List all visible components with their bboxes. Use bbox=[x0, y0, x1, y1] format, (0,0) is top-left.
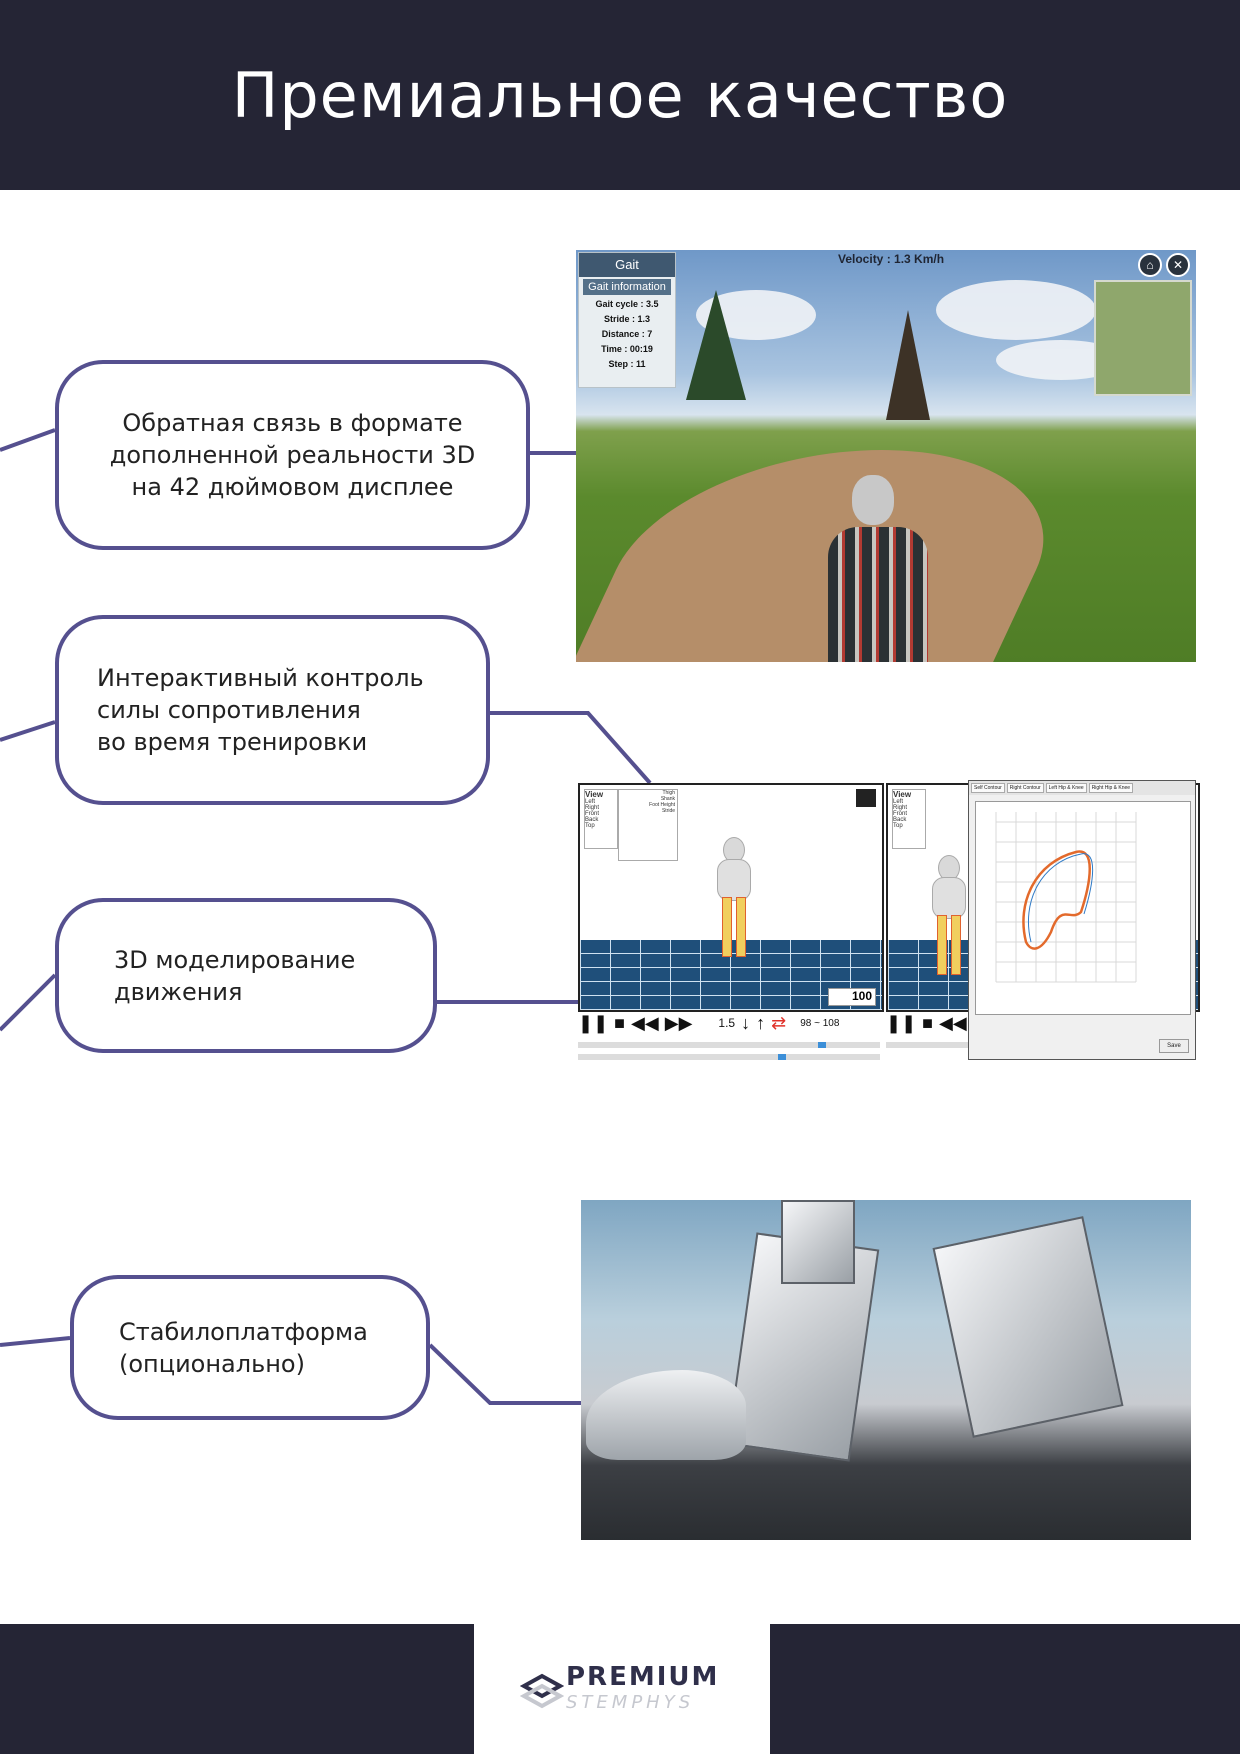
pause-icon[interactable]: ❚❚ bbox=[886, 1012, 917, 1033]
view-options bbox=[892, 789, 926, 849]
logo-word-stemphys: STEMPHYS bbox=[566, 1692, 695, 1713]
forward-icon[interactable]: ▶▶ bbox=[664, 1012, 693, 1033]
footer-band-right bbox=[770, 1624, 1240, 1754]
callout-text: 3D моделирование движения bbox=[114, 945, 356, 1006]
callout-text: Обратная связь в формате дополненной реальности 3D на 42 дюймовом дисплее bbox=[109, 409, 476, 501]
view-option[interactable]: Top bbox=[585, 823, 595, 829]
info-box bbox=[618, 789, 678, 861]
hip-knee-curve bbox=[976, 802, 1190, 1014]
gait-row: Gait cycle : 3.5 bbox=[595, 299, 659, 309]
analysis-tab[interactable]: Right Hip & Knee bbox=[1089, 783, 1133, 793]
gait-row: Stride : 1.3 bbox=[603, 314, 650, 324]
save-button[interactable]: Save bbox=[1159, 1039, 1189, 1053]
view-options bbox=[584, 789, 618, 849]
vr-walking-scene bbox=[576, 250, 1196, 662]
gait-info-panel bbox=[578, 252, 676, 388]
view-option[interactable]: Back bbox=[893, 817, 907, 823]
body-model bbox=[713, 837, 753, 957]
callout-resistance-control bbox=[55, 615, 490, 805]
repeat-icon[interactable]: ⇄ bbox=[771, 1012, 787, 1033]
info-row: Stride bbox=[661, 808, 675, 814]
view-title: View bbox=[893, 790, 912, 799]
view-option[interactable]: Back bbox=[585, 817, 599, 823]
analysis-tab[interactable]: Right Contour bbox=[1007, 783, 1044, 793]
velocity-readout: Velocity : 1.3 Km/h bbox=[838, 252, 945, 266]
view-option[interactable]: Top bbox=[893, 823, 903, 829]
view-option[interactable]: Front bbox=[585, 811, 600, 817]
motion-view-front bbox=[578, 783, 884, 1012]
analysis-tab[interactable]: Self Contour bbox=[971, 783, 1005, 793]
minimap bbox=[1094, 280, 1192, 396]
view-option[interactable]: Right bbox=[893, 805, 908, 811]
analysis-tabs bbox=[969, 781, 1195, 795]
view-option[interactable]: Right bbox=[585, 805, 600, 811]
footer-band-left bbox=[0, 1624, 474, 1754]
timeline-track[interactable] bbox=[578, 1042, 880, 1048]
callout-text: Интерактивный контроль силы сопротивления во время тренировки bbox=[97, 664, 424, 756]
gait-panel-title: Gait information bbox=[583, 279, 671, 295]
view-option[interactable]: Front bbox=[893, 811, 908, 817]
view-option[interactable]: Left bbox=[585, 799, 596, 805]
gait-tab[interactable]: Gait bbox=[579, 253, 675, 277]
stop-icon[interactable]: ■ bbox=[922, 1012, 934, 1033]
logo-mark-icon bbox=[520, 1668, 564, 1712]
callout-ar-feedback bbox=[55, 360, 530, 550]
analysis-tab[interactable]: Left Hip & Knee bbox=[1046, 783, 1087, 793]
arrow-up-icon[interactable]: ↑ bbox=[756, 1012, 766, 1033]
home-icon[interactable]: ⌂ bbox=[1138, 253, 1162, 277]
callout-3d-modeling bbox=[55, 898, 437, 1053]
stop-icon[interactable]: ■ bbox=[614, 1012, 626, 1033]
range-value: 98 ~ 108 bbox=[800, 1017, 840, 1029]
rewind-icon[interactable]: ◀◀ bbox=[631, 1012, 659, 1033]
body-model bbox=[928, 855, 968, 975]
callout-text: Стабилоплатформа (опционально) bbox=[119, 1317, 368, 1378]
device-photo bbox=[581, 1200, 1191, 1540]
step-counter: 100 bbox=[828, 988, 876, 1006]
hip-knee-plot bbox=[975, 801, 1191, 1015]
gait-row: Step : 11 bbox=[608, 359, 646, 369]
view-title: View bbox=[585, 790, 604, 799]
walking-avatar bbox=[816, 475, 936, 662]
logo-word-premium: PREMIUM bbox=[566, 1662, 720, 1692]
gait-row: Distance : 7 bbox=[601, 329, 653, 339]
gait-analysis-window bbox=[968, 780, 1196, 1060]
speed-value: 1.5 bbox=[718, 1016, 736, 1030]
timeline-track[interactable] bbox=[578, 1054, 880, 1060]
close-icon[interactable]: ✕ bbox=[1166, 253, 1190, 277]
page-title: Премиальное качество bbox=[231, 58, 1009, 132]
pause-icon[interactable]: ❚❚ bbox=[578, 1012, 609, 1033]
brand-logo bbox=[520, 1660, 730, 1720]
rewind-icon[interactable]: ◀◀ bbox=[939, 1012, 967, 1033]
info-row: Shank bbox=[660, 796, 675, 802]
playback-controls bbox=[578, 1010, 880, 1080]
gait-row: Time : 00:19 bbox=[601, 344, 653, 354]
callout-stabiloplatform bbox=[70, 1275, 430, 1420]
info-row: Thigh bbox=[662, 790, 675, 796]
chart-icon[interactable] bbox=[856, 789, 876, 807]
view-option[interactable]: Left bbox=[893, 799, 904, 805]
info-row: Foot Height bbox=[649, 802, 675, 808]
arrow-down-icon[interactable]: ↓ bbox=[741, 1012, 751, 1033]
